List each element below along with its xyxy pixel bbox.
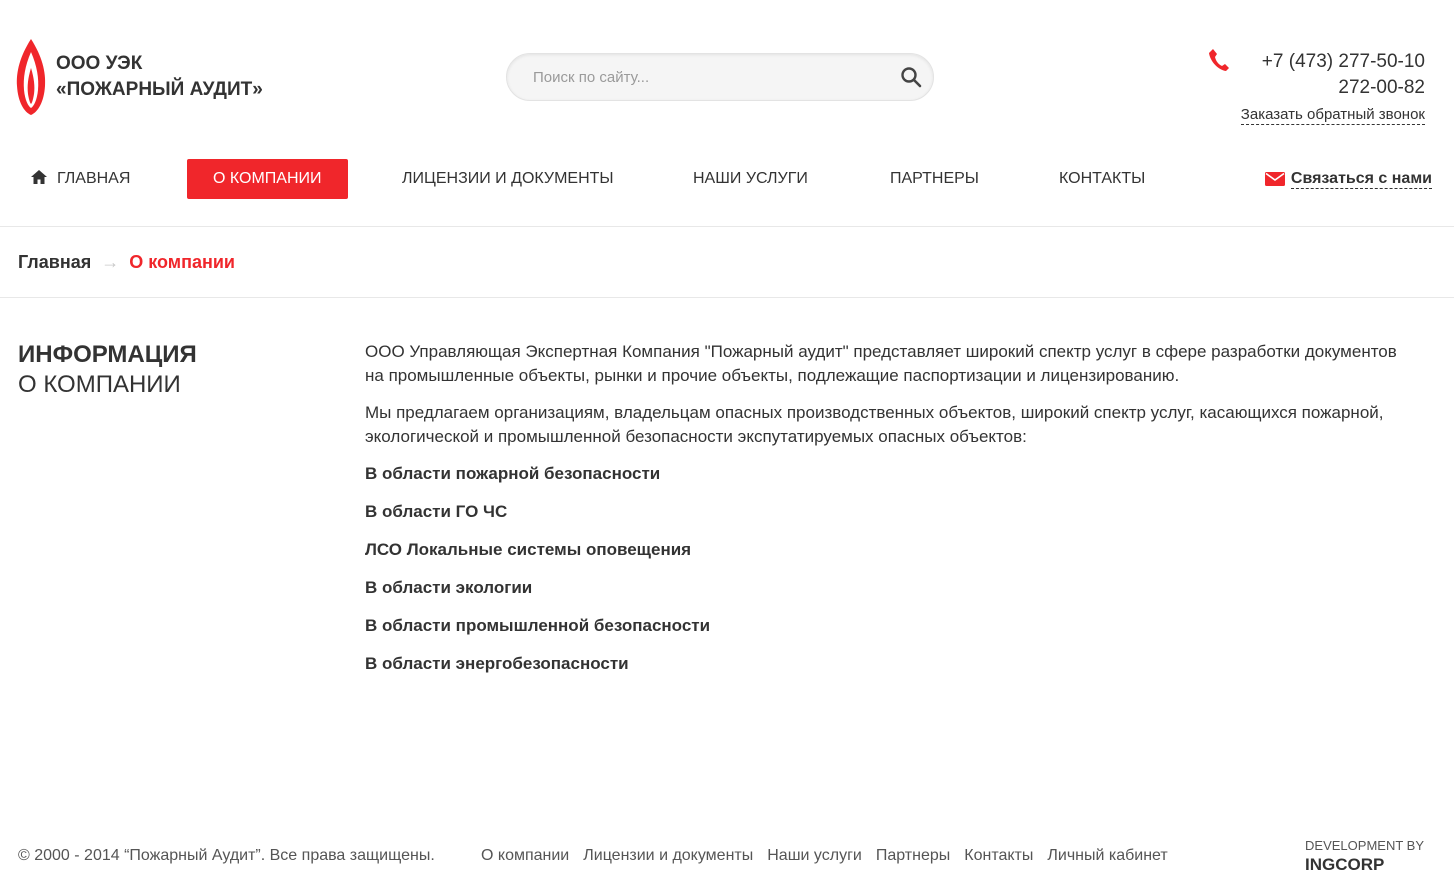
search-input[interactable] [533, 54, 893, 100]
divider [0, 297, 1454, 298]
search-box [506, 53, 934, 101]
contact-us-label: Связаться с нами [1290, 170, 1432, 187]
service-item-ecology[interactable]: В области экологии [365, 578, 533, 597]
breadcrumb-home[interactable]: Главная [18, 252, 92, 272]
site-logo[interactable] [16, 38, 263, 116]
company-name-line2: «ПОЖАРНЫЙ АУДИТ» [56, 79, 263, 100]
nav-item-licenses[interactable]: ЛИЦЕНЗИИ И ДОКУМЕНТЫ [402, 170, 614, 187]
footer-link-about[interactable]: О компании [481, 847, 570, 864]
phone-icon [1208, 48, 1230, 72]
contact-us-link[interactable] [1265, 169, 1432, 189]
footer-link-contacts[interactable]: Контакты [964, 847, 1034, 864]
footer-nav [481, 847, 1182, 865]
breadcrumb [18, 252, 235, 273]
footer-link-account[interactable]: Личный кабинет [1047, 847, 1168, 864]
home-icon [31, 170, 47, 184]
service-item-industrial-safety[interactable]: В области промышленной безопасности [365, 616, 711, 635]
nav-item-contacts[interactable]: КОНТАКТЫ [1059, 170, 1146, 187]
company-name [56, 51, 263, 103]
company-name-line1: ООО УЭК [56, 53, 143, 74]
main-nav [0, 159, 1454, 199]
search-icon[interactable] [899, 65, 923, 89]
callback-link[interactable]: Заказать обратный звонок [1240, 106, 1425, 123]
flame-logo-icon [16, 38, 46, 116]
copyright: © 2000 - 2014 “Пожарный Аудит”. Все права защищены. [18, 847, 435, 864]
footer-link-licenses[interactable]: Лицензии и документы [583, 847, 754, 864]
phone-number-secondary[interactable]: 272-00-82 [1338, 77, 1425, 98]
developer-credit[interactable] [1305, 838, 1424, 873]
intro-paragraph: ООО Управляющая Экспертная Компания "Пожарный аудит" представляет широкий спектр услуг в сфере разработки документов на промышленные объекты, рынки и прочие объекты, подлежащие паспортизации и лицензированию. [365, 342, 1397, 385]
footer-link-services[interactable]: Наши услуги [767, 847, 862, 864]
service-item-fire-safety[interactable]: В области пожарной безопасности [365, 464, 661, 483]
section-title [18, 340, 197, 400]
mail-icon [1265, 172, 1285, 186]
services-paragraph: Мы предлагаем организациям, владельцам опасных производственных объектов, широкий спектр услуг, касающихся пожарной, экологической и промышленной безопасности экспутатируемых опасных объектов: [365, 403, 1384, 446]
service-item-local-warning[interactable]: ЛСО Локальные системы оповещения [365, 540, 692, 559]
arrow-right-icon: → [101, 252, 120, 272]
nav-item-home-label: ГЛАВНАЯ [57, 170, 131, 187]
nav-item-about[interactable]: О КОМПАНИИ [187, 159, 348, 199]
section-title-regular: О КОМПАНИИ [18, 371, 181, 398]
phone-number-primary[interactable]: +7 (473) 277-50-10 [1261, 51, 1425, 72]
nav-item-services[interactable]: НАШИ УСЛУГИ [693, 170, 808, 187]
developer-brand: INGCORP [1305, 855, 1385, 874]
about-content [365, 340, 1405, 690]
developer-label: DEVELOPMENT BY [1305, 838, 1424, 853]
service-item-energy-safety[interactable]: В области энергобезопасности [365, 654, 629, 673]
divider [0, 226, 1454, 227]
nav-item-partners[interactable]: ПАРТНЕРЫ [890, 170, 979, 187]
nav-item-home[interactable] [31, 159, 130, 199]
breadcrumb-current: О компании [129, 252, 235, 272]
footer-link-partners[interactable]: Партнеры [875, 847, 951, 864]
section-title-bold: ИНФОРМАЦИЯ [18, 341, 197, 368]
service-item-civil-defense[interactable]: В области ГО ЧС [365, 502, 508, 521]
